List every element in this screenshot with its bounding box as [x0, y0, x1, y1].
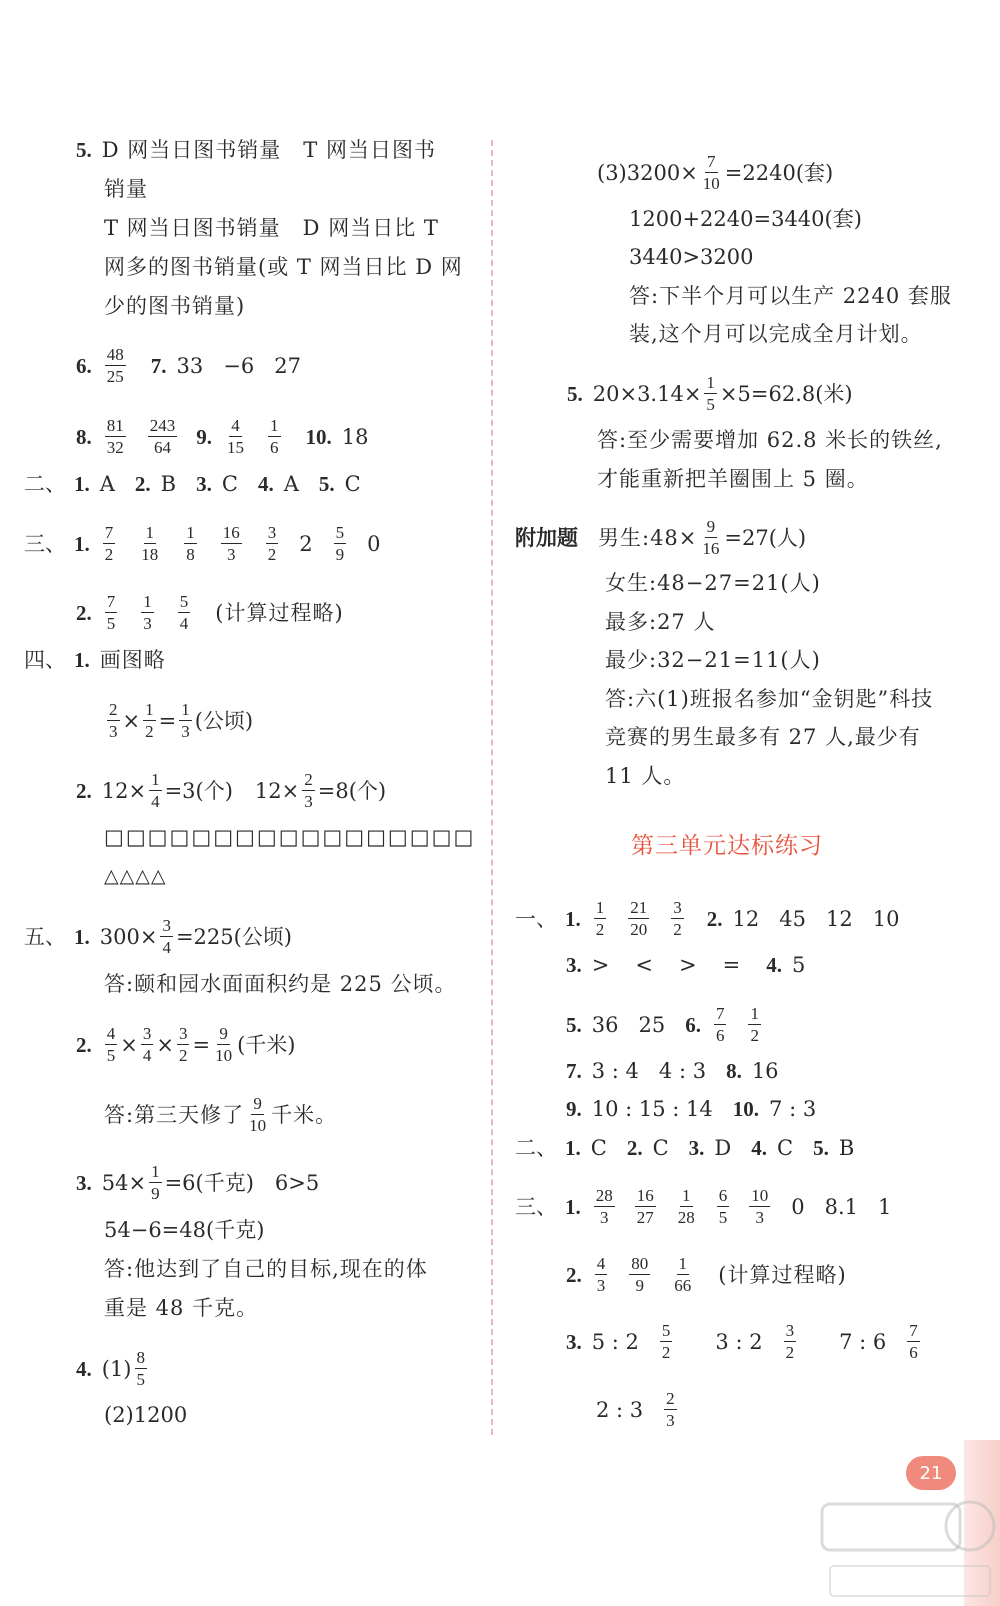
- section-5-q2-answer: 答:第三天修了 $\frac{9}{10}$ 千米。: [104, 1094, 338, 1135]
- section-4-q1: 四、 1. 画图略: [24, 648, 166, 672]
- fraction: $\frac{1}{2}$: [750, 1004, 759, 1045]
- fraction: $\frac{9}{16}$: [702, 517, 720, 558]
- fraction: $\frac{6}{5}$: [718, 1186, 728, 1227]
- squares-row: □□□□□□□□□□□□□□□□□: [104, 825, 476, 849]
- fraction: $\frac{2}{3}$: [666, 1389, 675, 1430]
- r-p3-line1: (3)3200× $\frac{7}{10}$ =2240(套): [597, 152, 834, 193]
- r-extra-answer2: 竞赛的男生最多有 27 人,最少有: [605, 725, 921, 749]
- watermark-logo: [820, 1480, 1000, 1606]
- triangles-row: △△△△: [104, 865, 167, 887]
- r-q5: 5. 20×3.14× $\frac{1}{5}$ ×5=62.8(米): [567, 373, 853, 414]
- fraction: $\frac{7}{6}$: [909, 1321, 918, 1362]
- fraction: $\frac{1}{5}$: [706, 373, 715, 414]
- r-extra-answer1: 答:六(1)班报名参加“金钥匙”科技: [605, 687, 934, 711]
- fraction: $\frac{1}{28}$: [677, 1186, 695, 1227]
- fraction: $\frac{5}{9}$: [335, 523, 345, 564]
- unit-title: 第三单元达标练习: [631, 833, 823, 859]
- fraction: $\frac{4}{3}$: [596, 1254, 606, 1295]
- r-s3-q3: 3. 5 : 2 $\frac{5}{2}$ 3 : 2 $\frac{3}{2}$ 7 : 6 $\frac{7}{6}$: [566, 1321, 918, 1362]
- fraction: $\frac{8}{5}$: [136, 1348, 145, 1389]
- fraction: $\frac{7}{10}$: [702, 152, 720, 193]
- fraction: $\frac{7}{5}$: [106, 592, 116, 633]
- section-5-q3-line2: 54−6=48(千克): [104, 1218, 265, 1242]
- r-extra-answer3: 11 人。: [605, 764, 686, 788]
- r-s1-q1-q2: 一、 1. $\frac{1}{2}$ $\frac{21}{20}$ $\frac{3}{2}$ 2. 12 45 12 10: [515, 898, 900, 939]
- section-4-q2: 2. 12× $\frac{1}{4}$ =3(个) 12× $\frac{2}{3}$ =8(个): [76, 770, 387, 811]
- r-s3-q2: 2. $\frac{4}{3}$ $\frac{80}{9}$ $\frac{1}{66}$ (计算过程略): [566, 1254, 847, 1295]
- section-5-q4: 4. (1) $\frac{8}{5}$: [76, 1348, 145, 1389]
- fraction: $\frac{7}{2}$: [104, 523, 114, 564]
- fraction: $\frac{1}{9}$: [151, 1162, 160, 1203]
- r-p3-line2: 1200+2240=3440(套): [629, 207, 862, 231]
- fraction: $\frac{3}{2}$: [785, 1321, 795, 1362]
- r-p3-answer2: 装,这个月可以完成全月计划。: [629, 322, 923, 346]
- fraction: $\frac{28}{3}$: [595, 1186, 613, 1227]
- r-s3-q3-line2: 2 : 3 $\frac{2}{3}$: [596, 1389, 675, 1430]
- fraction: $\frac{7}{6}$: [715, 1004, 725, 1045]
- fraction: $\frac{1}{8}$: [186, 523, 195, 564]
- r-s2-answers: 二、 1. C 2. C 3. D 4. C 5. B: [515, 1136, 855, 1160]
- fraction: $\frac{9}{10}$: [215, 1024, 233, 1065]
- q5-line4: 网多的图书销量(或 T 网当日比 D 网: [104, 255, 463, 279]
- fraction: $\frac{3}{2}$: [673, 898, 682, 939]
- section-5-q3: 3. 54× $\frac{1}{9}$ =6(千克) 6>5: [76, 1162, 320, 1203]
- fraction: $\frac{1}{66}$: [674, 1254, 692, 1295]
- r-s1-q5-q6: 5. 36 25 6. $\frac{7}{6}$ $\frac{1}{2}$: [566, 1004, 759, 1045]
- section-5-q1-answer: 答:颐和园水面面积约是 225 公顷。: [104, 972, 457, 996]
- fraction: $\frac{2}{3}$: [109, 700, 118, 741]
- fraction: $\frac{2}{3}$: [304, 770, 313, 811]
- fraction: $\frac{81}{32}$: [106, 416, 124, 457]
- fraction: $\frac{1}{2}$: [595, 898, 605, 939]
- section-5-q2: 2. $\frac{4}{5}$ × $\frac{3}{4}$ × $\frac{3}{2}$ = $\frac{9}{10}$ (千米): [76, 1024, 296, 1065]
- section-5-q4-part2: (2)1200: [104, 1403, 188, 1427]
- r-extra-line2: 女生:48−27=21(人): [605, 571, 821, 595]
- fraction: $\frac{80}{9}$: [631, 1254, 649, 1295]
- section-3-q1: 三、 1. $\frac{7}{2}$ $\frac{1}{18}$ $\frac{1}{8}$ $\frac{16}{3}$ $\frac{3}{2}$ 2 $\frac{5}{9}$ 0: [24, 523, 381, 564]
- section-4-q1-expr: $\frac{2}{3}$ × $\frac{1}{2}$ = $\frac{1}{3}$ (公顷): [109, 700, 254, 741]
- fraction: $\frac{4}{5}$: [106, 1024, 116, 1065]
- fraction: $\frac{21}{20}$: [630, 898, 648, 939]
- r-s1-q3-q4: 3. > < > = 4. 5: [566, 953, 806, 977]
- r-extra-line3: 最多:27 人: [605, 610, 716, 634]
- fraction: $\frac{4}{15}$: [227, 416, 244, 457]
- fraction: $\frac{1}{18}$: [141, 523, 159, 564]
- fraction: $\frac{1}{3}$: [143, 592, 152, 633]
- fraction: $\frac{10}{3}$: [751, 1186, 769, 1227]
- r-p3-line3: 3440>3200: [629, 245, 754, 269]
- fraction: $\frac{16}{3}$: [222, 523, 240, 564]
- fraction: $\frac{9}{10}$: [249, 1094, 267, 1135]
- fraction: $\frac{1}{3}$: [181, 700, 190, 741]
- section-2-answers: 二、 1. A 2. B 3. C 4. A 5. C: [24, 472, 361, 496]
- r-s1-q9-q10: 9. 10 : 15 : 14 10. 7 : 3: [566, 1097, 817, 1121]
- r-q5-answer1: 答:至少需要增加 62.8 米长的铁丝,: [597, 428, 943, 452]
- section-3-q2: 2. $\frac{7}{5}$ $\frac{1}{3}$ $\frac{5}{4}$ (计算过程略): [76, 592, 344, 633]
- extra-question-label: 附加题: [515, 525, 578, 550]
- fraction: $\frac{5}{2}$: [661, 1321, 671, 1362]
- section-5-q3-answer2: 重是 48 千克。: [104, 1296, 259, 1320]
- section-5-q1: 五、 1. 300× $\frac{3}{4}$ =225(公顷): [24, 916, 293, 957]
- fraction: $\frac{3}{2}$: [178, 1024, 188, 1065]
- r-s3-q1: 三、 1. $\frac{28}{3}$ $\frac{16}{27}$ $\frac{1}{28}$ $\frac{6}{5}$ $\frac{10}{3}$ 0 8.1 1: [515, 1186, 892, 1227]
- q5-line3: T 网当日图书销量 D 网当日比 T: [104, 216, 439, 240]
- q5-line5: 少的图书销量): [104, 294, 246, 318]
- fraction: $\frac{1}{6}$: [270, 416, 279, 457]
- fraction: $\frac{48}{25}$: [106, 345, 124, 386]
- section-5-q3-answer1: 答:他达到了自己的目标,现在的体: [104, 1257, 428, 1281]
- page-number-badge: 21: [906, 1456, 956, 1490]
- r-extra-line1: 附加题 男生:48× $\frac{9}{16}$ =27(人): [515, 517, 807, 558]
- r-p3-answer1: 答:下半个月可以生产 2240 套服: [629, 284, 952, 308]
- fraction: $\frac{3}{4}$: [142, 1024, 152, 1065]
- q8-q10-line: 8. $\frac{81}{32}$ $\frac{243}{64}$ 9. $\frac{4}{15}$ $\frac{1}{6}$ 10. 18: [76, 416, 369, 457]
- r-s1-q7-q8: 7. 3 : 4 4 : 3 8. 16: [566, 1059, 779, 1083]
- q5-line1: 5. D 网当日图书销量 T 网当日图书: [76, 138, 436, 162]
- fraction: $\frac{16}{27}$: [636, 1186, 654, 1227]
- fraction: $\frac{3}{2}$: [267, 523, 277, 564]
- fraction: $\frac{1}{4}$: [151, 770, 160, 811]
- fraction: $\frac{3}{4}$: [162, 916, 171, 957]
- fraction: $\frac{5}{4}$: [179, 592, 189, 633]
- fraction: $\frac{243}{64}$: [149, 416, 176, 457]
- q5-line2: 销量: [104, 177, 148, 201]
- r-extra-line4: 最少:32−21=11(人): [605, 648, 821, 672]
- column-divider: [491, 140, 493, 1435]
- fraction: $\frac{1}{2}$: [145, 700, 154, 741]
- r-q5-answer2: 才能重新把羊圈围上 5 圈。: [597, 467, 869, 491]
- q6-q7-line: 6. $\frac{48}{25}$ 7. 33 −6 27: [76, 345, 301, 386]
